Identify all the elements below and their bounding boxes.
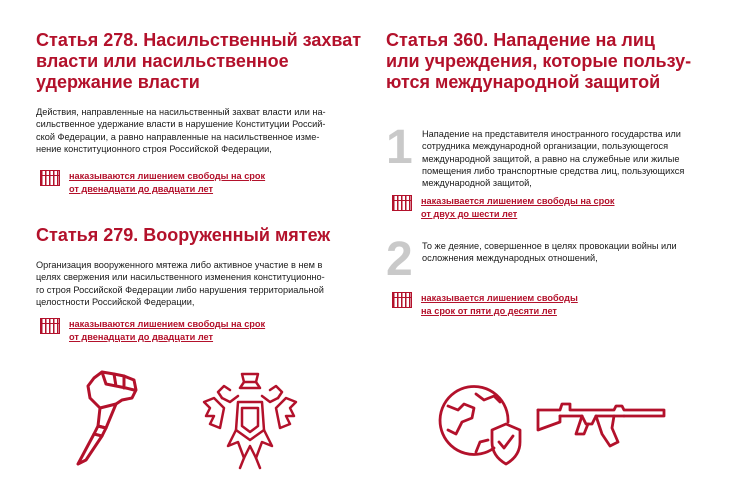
part-number-2: 2: [386, 233, 413, 286]
art278-title: Статья 278. Насильственный захват власти или насильственное удержание власти: [36, 30, 362, 92]
art279-penalty: наказываются лишением свободы на срок от двенадцати до двадцати лет: [69, 319, 266, 342]
art360-part1-body: Нападение на представителя иностранного государства или сотрудника международной организации, пользующегося международной защитой, а равно на служебные или жилые помещения либо транспортные средства лиц, пользующихся международной защитой,: [422, 129, 685, 189]
prison-bars-icon: [40, 318, 60, 334]
art360-title: Статья 360. Нападение на лиц или учреждения, которые пользу- ются международной защитой: [386, 30, 692, 92]
prison-bars-icon: [392, 292, 412, 308]
art278-body: Действия, направленные на насильственный захват власти или на- сильственное удержание власти в нарушение Конституции Россий- ской Федерации, а равно направленные на насильственное изме- нение конституционного строя Российской Федерации,: [36, 107, 326, 154]
double-headed-eagle-icon: [200, 368, 300, 472]
art278-penalty: наказываются лишением свободы на срок от двенадцати до двадцати лет: [69, 171, 266, 194]
prison-bars-icon: [392, 195, 412, 211]
globe-shield-icon: [436, 386, 526, 466]
art360-part1-penalty: наказывается лишением свободы на срок от двух до шести лет: [421, 196, 615, 219]
rifle-icon: [536, 400, 666, 460]
prison-bars-icon: [40, 170, 60, 186]
part-number-1: 1: [386, 121, 413, 174]
art279-title: Статья 279. Вооруженный мятеж: [36, 225, 331, 245]
art360-part2-penalty: наказывается лишением свободы на срок от пяти до десяти лет: [421, 293, 578, 316]
art279-body: Организация вооруженного мятежа либо активное участие в нем в целях свержения или насильственного изменения конституционно- го строя Российской Федерации либо нарушения территориальной целостности Российской Федерации,: [36, 260, 325, 307]
art360-part2-body: То же деяние, совершенное в целях провокации войны или осложнения международных отношений,: [422, 241, 677, 264]
fist-knife-icon: [72, 368, 182, 468]
